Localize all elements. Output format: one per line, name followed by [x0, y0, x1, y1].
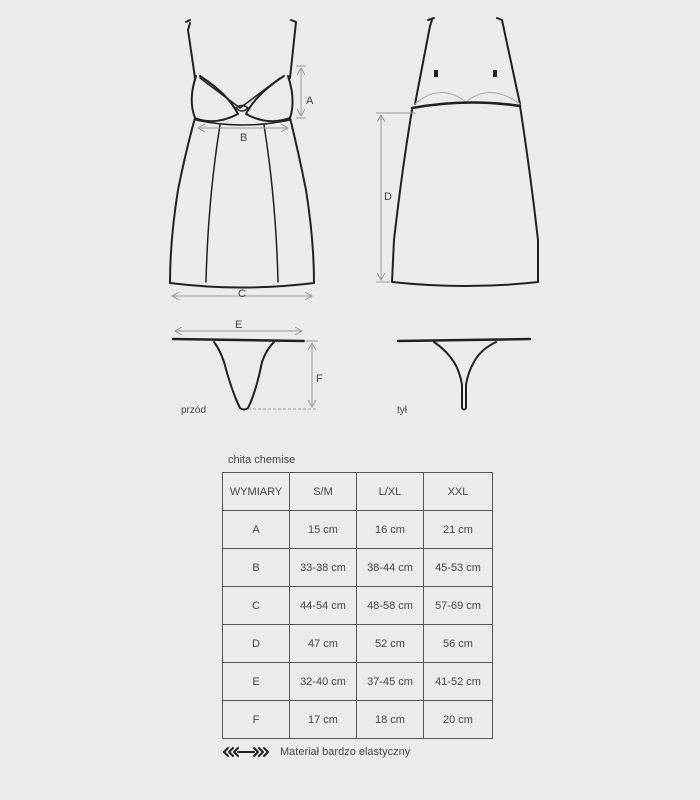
table-row: [223, 549, 493, 587]
label-f: F: [316, 373, 323, 385]
table-cell: 37-45 cm: [357, 663, 424, 701]
label-c: C: [238, 288, 246, 300]
table-header-cell: L/XL: [357, 473, 424, 511]
size-table: [222, 472, 493, 739]
table-cell: 16 cm: [357, 511, 424, 549]
table-cell: 41-52 cm: [424, 663, 493, 701]
table-header-cell: WYMIARY: [223, 473, 290, 511]
table-cell: 20 cm: [424, 701, 493, 739]
table-cell: 44-54 cm: [290, 587, 357, 625]
label-d: D: [384, 191, 392, 203]
table-row: [223, 587, 493, 625]
elastic-arrows-icon: [222, 746, 270, 758]
table-cell: 56 cm: [424, 625, 493, 663]
table-row-label: E: [223, 663, 290, 701]
table-cell: 15 cm: [290, 511, 357, 549]
table-cell: 48-58 cm: [357, 587, 424, 625]
table-header-cell: S/M: [290, 473, 357, 511]
table-header-row: [223, 473, 493, 511]
label-back: tył: [397, 405, 407, 416]
chemise-back: [392, 18, 538, 286]
label-b: B: [240, 132, 248, 144]
label-front: przód: [181, 405, 207, 416]
table-row: [223, 511, 493, 549]
thong-front: [173, 339, 304, 410]
table-row: [223, 701, 493, 739]
table-cell: 52 cm: [357, 625, 424, 663]
label-e: E: [235, 319, 243, 331]
table-row-label: A: [223, 511, 290, 549]
table-cell: 18 cm: [357, 701, 424, 739]
table-row-label: D: [223, 625, 290, 663]
table-cell: 47 cm: [290, 625, 357, 663]
table-cell: 21 cm: [424, 511, 493, 549]
label-a: A: [306, 95, 314, 107]
table-row-label: C: [223, 587, 290, 625]
legend-text: Materiał bardzo elastyczny: [280, 746, 411, 758]
table-row-label: F: [223, 701, 290, 739]
thong-back: [398, 339, 530, 410]
table-cell: 32-40 cm: [290, 663, 357, 701]
table-row-label: B: [223, 549, 290, 587]
table-cell: 17 cm: [290, 701, 357, 739]
legend: [222, 746, 410, 758]
table-header-cell: XXL: [424, 473, 493, 511]
table-cell: 57-69 cm: [424, 587, 493, 625]
table-cell: 38-44 cm: [357, 549, 424, 587]
chemise-front: [170, 20, 314, 288]
table-cell: 45-53 cm: [424, 549, 493, 587]
table-cell: 33-38 cm: [290, 549, 357, 587]
table-row: [223, 625, 493, 663]
table-title: chita chemise: [228, 454, 296, 466]
table-row: [223, 663, 493, 701]
